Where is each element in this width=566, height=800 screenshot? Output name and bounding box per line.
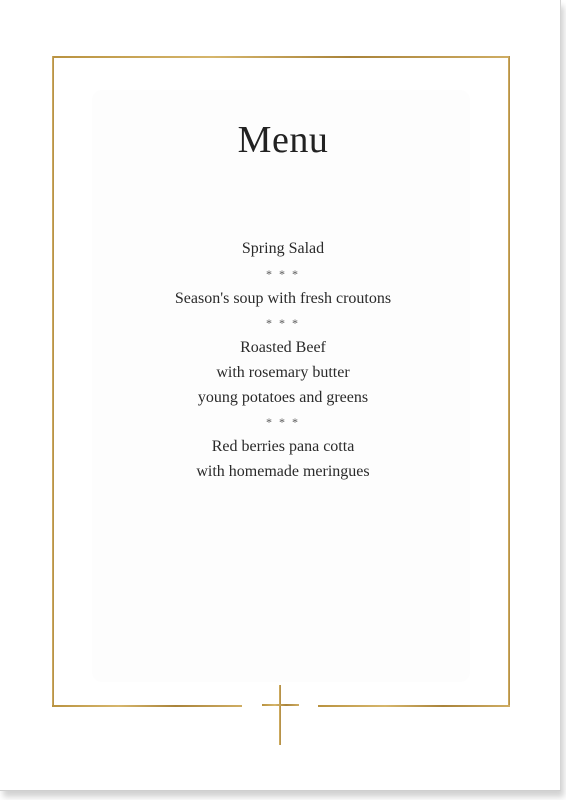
menu-title: Menu [237, 119, 329, 161]
menu-list [0, 237, 566, 485]
course-separator: * * * [266, 316, 300, 331]
cross-horizontal-bar [262, 704, 299, 706]
menu-line: young potatoes and greens [197, 388, 369, 406]
course-separator: * * * [266, 266, 300, 281]
course-separator: * * * [266, 415, 300, 430]
frame-top-border [52, 56, 510, 58]
frame-bottom-right-border [318, 705, 510, 707]
menu-line: Spring Salad [241, 240, 325, 257]
cross-vertical-bar [279, 685, 281, 745]
menu-line: Season's soup with fresh croutons [174, 289, 392, 307]
menu-line: with rosemary butter [216, 363, 350, 381]
menu-line: Roasted Beef [240, 339, 326, 356]
menu-line: Red berries pana cotta [211, 438, 355, 455]
menu-line: with homemade meringues [196, 462, 370, 480]
frame-bottom-left-border [52, 705, 242, 707]
